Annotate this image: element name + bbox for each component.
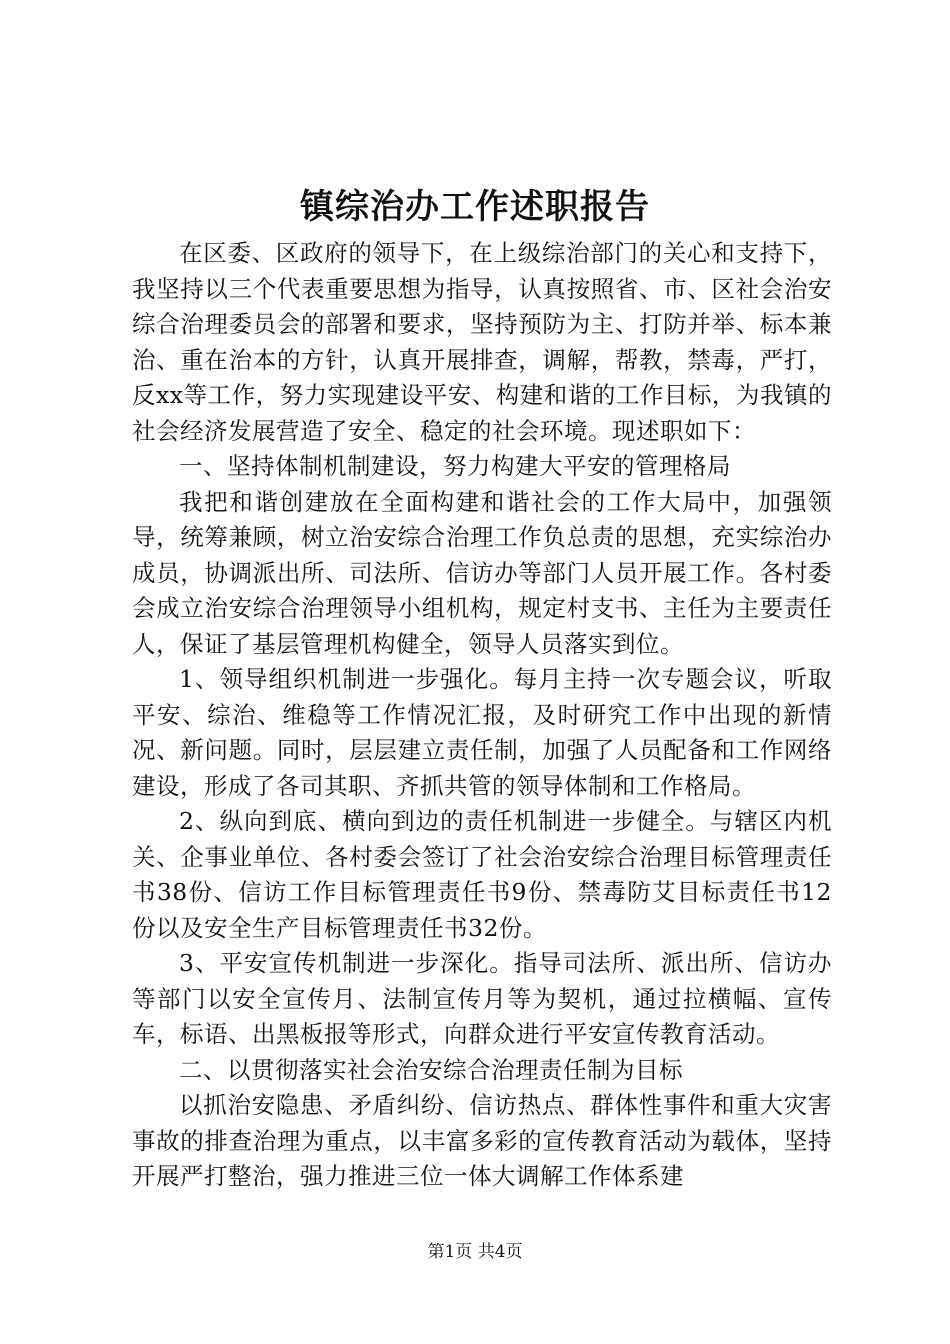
- paragraph-section-1: 我把和谐创建放在全面构建和谐社会的工作大局中，加强领导，统筹兼顾，树立治安综合治理工作负总责的思想，充实综治办成员，协调派出所、司法所、信访办等部门人员开展工作。各村委会成立治安综合治理领导小组机构，规定村支书、主任为主要责任人，保证了基层管理机构健全，领导人员落实到位。: [132, 487, 832, 658]
- document-title: 镇综治办工作述职报告: [300, 187, 650, 227]
- paragraph-item-2: 2、纵向到底、横向到边的责任机制进一步健全。与辖区内机关、企事业单位、各村委会签订了社会治安综合治理目标管理责任书38份、信访工作目标管理责任书9份、禁毒防艾目标责任书12份以及安全生产目标管理责任书32份。: [132, 807, 832, 942]
- paragraph-item-1: 1、领导组织机制进一步强化。每月主持一次专题会议，听取平安、综治、维稳等工作情况汇报，及时研究工作中出现的新情况、新问题。同时，层层建立责任制，加强了人员配备和工作网络建设，形成了各司其职、齐抓共管的领导体制和工作格局。: [132, 665, 832, 800]
- paragraph-item-3: 3、平安宣传机制进一步深化。指导司法所、派出所、信访办等部门以安全宣传月、法制宣传月等为契机，通过拉横幅、宣传车，标语、出黑板报等形式，向群众进行平安宣传教育活动。: [132, 949, 832, 1048]
- paragraph-intro: 在区委、区政府的领导下，在上级综治部门的关心和支持下，我坚持以三个代表重要思想为指导，认真按照省、市、区社会治安综合治理委员会的部署和要求，坚持预防为主、打防并举、标本兼治、重在治本的方针，认真开展排查，调解，帮教，禁毒，严打，反xx等工作，努力实现建设平安、构建和谐的工作目标，为我镇的社会经济发展营造了安全、稳定的社会环境。现述职如下：: [132, 239, 832, 445]
- section-heading-1: 一、坚持体制机制建设，努力构建大平安的管理格局: [179, 452, 731, 480]
- page-number: 第1页 共4页: [427, 1242, 523, 1262]
- section-heading-2: 二、以贯彻落实社会治安综合治理责任制为目标: [179, 1055, 683, 1084]
- paragraph-section-2: 以抓治安隐患、矛盾纠纷、信访热点、群体性事件和重大灾害事故的排查治理为重点，以丰富多彩的宣传教育活动为载体，坚持开展严打整治，强力推进三位一体大调解工作体系建: [132, 1091, 832, 1190]
- document-body: [132, 236, 832, 1195]
